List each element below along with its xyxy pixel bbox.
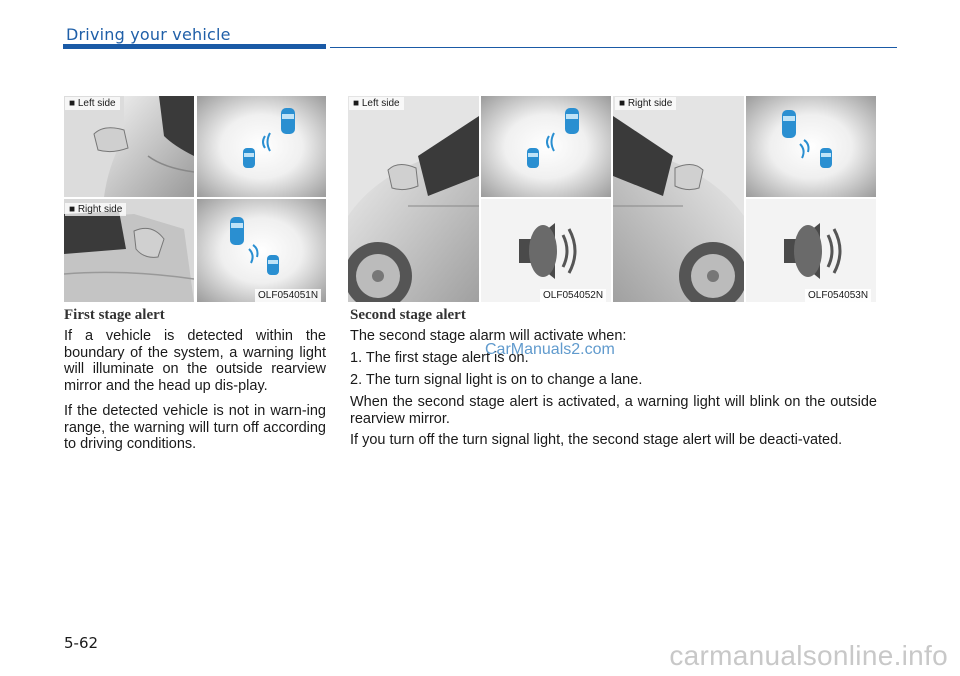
speaker-left-image (481, 199, 611, 302)
second-stage-paragraph-1: When the second stage alert is activated, a warning light will blink on the outside rearview mirror. (350, 394, 877, 427)
burst-second-right-image (746, 96, 876, 197)
first-stage-heading: First stage alert (64, 307, 165, 323)
second-stage-heading: Second stage alert (350, 307, 466, 323)
second-stage-item-1: 1. The first stage alert is on. (350, 350, 529, 366)
second-stage-item-2: 2. The turn signal light is on to change a lane. (350, 372, 643, 388)
figure1-code: OLF054051N (255, 289, 321, 302)
figure3-caption: ■ Right side (615, 97, 676, 110)
burst-second-left-image (481, 96, 611, 197)
second-stage-intro: The second stage alarm will activate when: (350, 328, 627, 344)
first-stage-paragraph-1: If a vehicle is detected within the boundary of the system, a warning light will illuminate on the outside rearview mirror and the head up dis-play. (64, 328, 326, 394)
page-number: 5-62 (64, 634, 99, 652)
figure3-code: OLF054053N (805, 289, 871, 302)
header-rule-thick (63, 44, 326, 49)
section-title: Driving your vehicle (66, 25, 231, 44)
figure2-code: OLF054052N (540, 289, 606, 302)
second-stage-paragraph-2: If you turn off the turn signal light, the second stage alert will be deacti-vated. (350, 432, 843, 448)
figure1-right-caption: ■ Right side (65, 203, 126, 216)
burst-left-image (197, 96, 326, 197)
figure1-left-caption: ■ Left side (65, 97, 120, 110)
header-rule-thin (330, 47, 897, 48)
figure2-caption: ■ Left side (349, 97, 404, 110)
footer-watermark: carmanualsonline.info (669, 640, 948, 671)
car-left-side-image (348, 96, 479, 302)
first-stage-paragraph-2: If the detected vehicle is not in warn-ing range, the warning will turn off according to driving conditions. (64, 403, 326, 452)
watermark-text: CarManuals2.com (485, 341, 615, 358)
mirror-left-image (64, 96, 194, 197)
speaker-right-image (746, 199, 876, 302)
burst-right-image (197, 199, 326, 302)
car-right-side-image (613, 96, 744, 302)
